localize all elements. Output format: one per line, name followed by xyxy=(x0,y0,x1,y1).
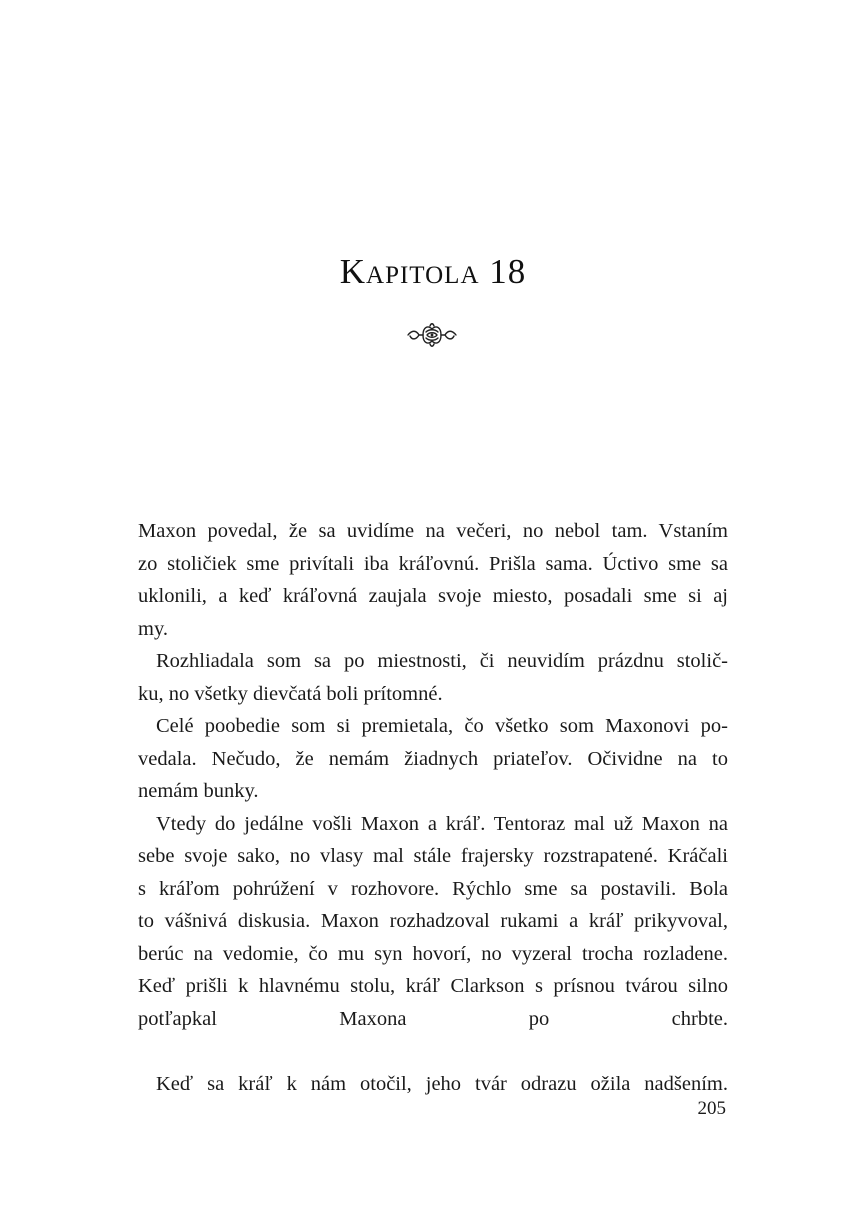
text-line: Celé poobedie som si premietala, čo všetko som Maxonovi po- xyxy=(156,715,728,737)
page-number: 205 xyxy=(697,1098,726,1119)
text-line: my. xyxy=(138,617,168,640)
text-line: potľapkal Maxona po chrbte. xyxy=(138,1007,728,1030)
text-line xyxy=(138,1035,728,1068)
text-line: zo stoličiek sme privítali iba kráľovnú. Prišla sama. Úctivo sme sa xyxy=(138,552,728,575)
text-line: ku, no všetky dievčatá boli prítomné. xyxy=(138,682,443,705)
text-line: vedala. Nečudo, že nemám žiadnych priateľov. Očividne na to xyxy=(138,747,728,770)
text-line: sebe svoje sako, no vlasy mal stále frajersky rozstrapatené. Kráčali xyxy=(138,845,728,867)
body-text xyxy=(138,515,728,1100)
flourish-ornament-icon xyxy=(406,320,458,350)
paragraph-5 xyxy=(138,1068,728,1101)
text-line: Maxon povedal, že sa uvidíme na večeri, no nebol tam. Vstaním xyxy=(138,520,728,542)
text-line: berúc na vedomie, čo mu syn hovorí, no vyzeral trocha rozladene. xyxy=(138,942,728,965)
paragraph-4 xyxy=(138,808,728,1068)
text-line: s kráľom pohrúžení v rozhovore. Rýchlo sme sa postavili. Bola xyxy=(138,877,728,900)
text-line: Vtedy do jedálne vošli Maxon a kráľ. Tentoraz mal už Maxon na xyxy=(156,812,728,835)
paragraph-1 xyxy=(138,515,728,645)
text-line: uklonili, a keď kráľovná zaujala svoje miesto, posadali sme si aj xyxy=(138,585,728,607)
paragraph-3 xyxy=(138,710,728,808)
paragraph-2 xyxy=(138,645,728,710)
text-line: nemám bunky. xyxy=(138,780,259,802)
chapter-title: Kapitola 18 xyxy=(339,252,527,291)
text-line: Keď prišli k hlavnému stolu, kráľ Clarkson s prísnou tvárou silno xyxy=(138,975,728,997)
text-line: to vášnivá diskusia. Maxon rozhadzoval rukami a kráľ prikyvoval, xyxy=(138,910,728,932)
text-line: Rozhliadala som sa po miestnosti, či neuvidím prázdnu stolič- xyxy=(156,650,728,672)
text-line: Keď sa kráľ k nám otočil, jeho tvár odrazu ožila nadšením. xyxy=(156,1072,728,1095)
